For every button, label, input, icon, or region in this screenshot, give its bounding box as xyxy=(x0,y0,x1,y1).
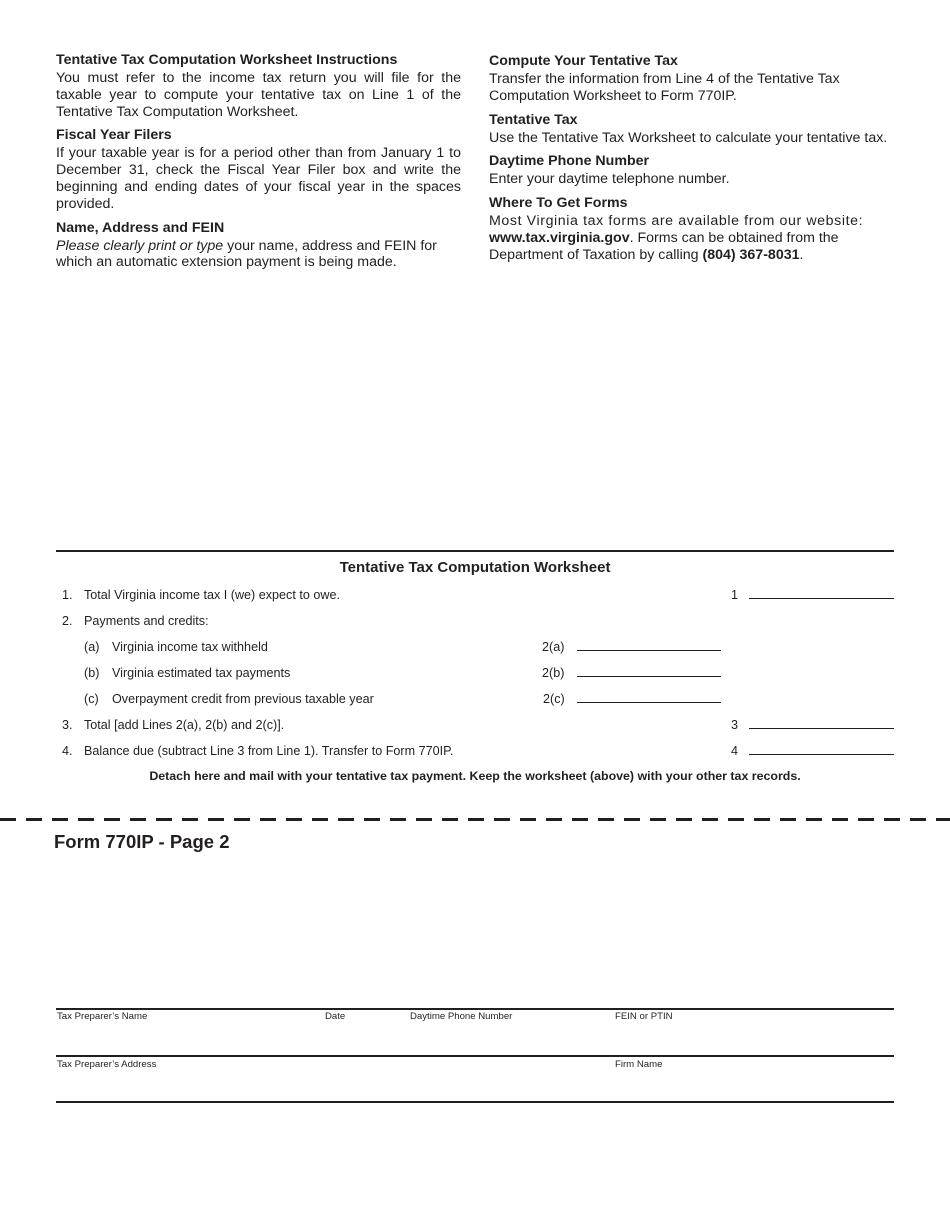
instructions-left-column xyxy=(56,52,461,278)
line-2c-blank xyxy=(577,702,721,703)
worksheet-title: Tentative Tax Computation Worksheet xyxy=(339,559,611,576)
instruction-section xyxy=(489,53,894,105)
detach-cut-line xyxy=(0,818,950,821)
line-2b-blank xyxy=(577,676,721,677)
section-text: Transfer the information from Line 4 of the Tentative Tax Computation Worksheet to Form 770IP. xyxy=(489,71,840,104)
section-heading: Where To Get Forms xyxy=(489,195,628,212)
section-text xyxy=(56,238,461,272)
line-ref: 3 xyxy=(731,718,739,732)
instruction-section xyxy=(56,220,461,272)
forms-text-2: . Forms can be obtained from the Department of Taxation by calling xyxy=(489,229,839,263)
section-text: Enter your daytime telephone number. xyxy=(489,171,730,188)
section-text: If your taxable year is for a period other than from January 1 to December 31, check the Fiscal Year Filer box and write the beginning and ending dates of your fiscal year in the spaces provided. xyxy=(56,145,461,212)
detach-note: Detach here and mail with your tentative tax payment. Keep the worksheet (above) with your other tax records. xyxy=(149,769,801,783)
preparer-date-label: Date xyxy=(325,1011,346,1022)
section-text xyxy=(489,213,894,263)
instruction-section xyxy=(489,153,894,188)
line-4-blank xyxy=(749,754,894,755)
section-heading: Name, Address and FEIN xyxy=(56,219,225,236)
section-heading: Tentative Tax xyxy=(489,111,578,128)
section-text-rest: your name, address and FEIN for which an automatic extension payment is being made. xyxy=(56,237,437,271)
line-label: Total [add Lines 2(a), 2(b) and 2(c)]. xyxy=(84,718,285,732)
section-text: You must refer to the income tax return you will file for the taxable year to compute your tentative tax on Line 1 of the Tentative Tax Computation Worksheet. xyxy=(56,70,461,120)
line-number: 4. xyxy=(62,744,73,758)
preparer-firm-label: Firm Name xyxy=(615,1059,663,1070)
instruction-section xyxy=(489,112,894,147)
line-label: Total Virginia income tax I (we) expect to owe. xyxy=(84,588,340,602)
line-ref: 2(c) xyxy=(543,692,565,706)
line-number: 1. xyxy=(62,588,73,602)
instruction-section xyxy=(489,195,894,263)
instructions-right-column xyxy=(489,52,894,271)
section-text: Use the Tentative Tax Worksheet to calculate your tentative tax. xyxy=(489,129,888,146)
worksheet-top-rule xyxy=(56,550,894,552)
website-link[interactable]: www.tax.virginia.gov xyxy=(489,229,630,246)
line-number: 2. xyxy=(62,614,73,628)
line-label: Virginia estimated tax payments xyxy=(112,666,291,680)
line-ref: 1 xyxy=(731,588,739,602)
instruction-section xyxy=(56,127,461,212)
line-ref: 4 xyxy=(731,744,739,758)
preparer-fein-label: FEIN or PTIN xyxy=(615,1011,673,1022)
preparer-rule-3 xyxy=(56,1101,894,1103)
line-number: (a) xyxy=(84,640,100,654)
line-2a-blank xyxy=(577,650,721,651)
line-label: Balance due (subtract Line 3 from Line 1). Transfer to Form 770IP. xyxy=(84,744,454,758)
section-heading: Daytime Phone Number xyxy=(489,153,650,170)
section-heading: Compute Your Tentative Tax xyxy=(489,53,678,69)
page-title: Form 770IP - Page 2 xyxy=(54,831,230,852)
line-3-blank xyxy=(749,728,894,729)
line-label: Virginia income tax withheld xyxy=(112,640,268,654)
forms-text-3: . xyxy=(799,246,804,263)
section-text-italic: Please clearly print or type xyxy=(56,237,224,254)
instruction-section xyxy=(56,52,461,120)
preparer-phone-label: Daytime Phone Number xyxy=(410,1011,513,1022)
forms-text-1: Most Virginia tax forms are available from our website: xyxy=(489,213,864,230)
line-number: (b) xyxy=(84,666,100,680)
line-number: 3. xyxy=(62,718,73,732)
preparer-name-label: Tax Preparer’s Name xyxy=(57,1011,148,1022)
line-ref: 2(b) xyxy=(542,666,565,680)
line-ref: 2(a) xyxy=(542,640,565,654)
section-heading: Tentative Tax Computation Worksheet Instructions xyxy=(56,52,398,68)
line-1-blank xyxy=(749,598,894,599)
preparer-rule-1 xyxy=(56,1008,894,1010)
line-label: Overpayment credit from previous taxable year xyxy=(112,692,374,706)
preparer-rule-2 xyxy=(56,1055,894,1057)
preparer-address-label: Tax Preparer’s Address xyxy=(57,1059,157,1070)
line-label: Payments and credits: xyxy=(84,614,209,628)
phone-number: (804) 367-8031 xyxy=(702,246,800,263)
line-number: (c) xyxy=(84,692,99,706)
section-heading: Fiscal Year Filers xyxy=(56,127,172,144)
